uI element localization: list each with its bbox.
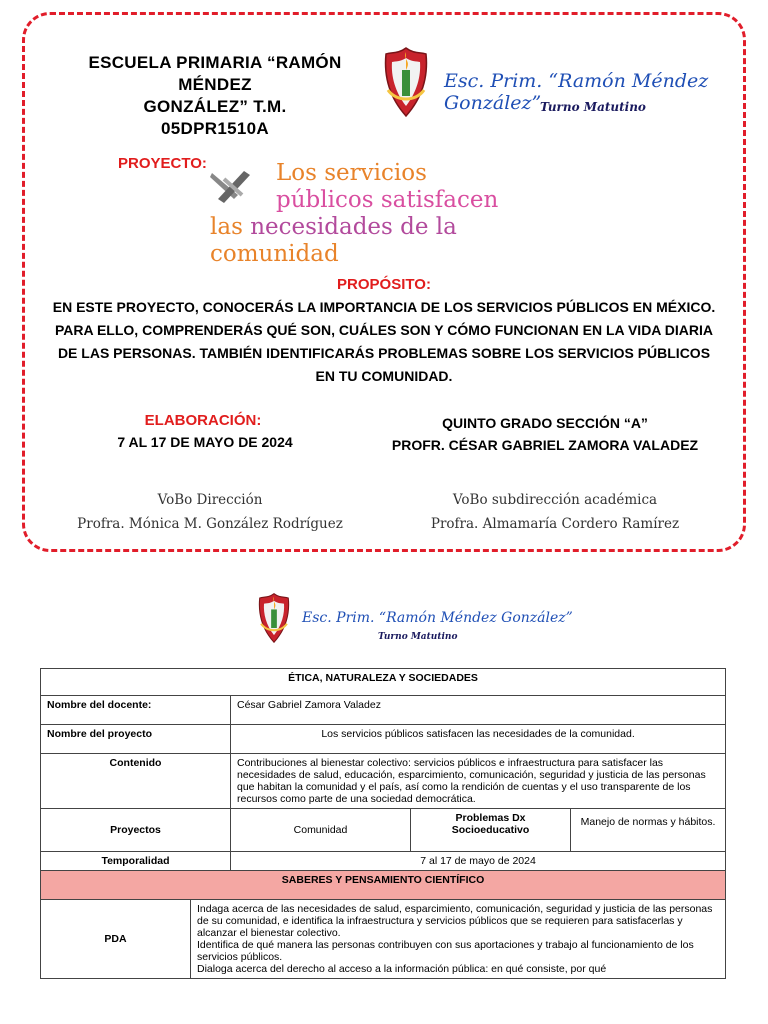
proposito-text: EN ESTE PROYECTO, CONOCERÁS LA IMPORTANCIA DE LOS SERVICIOS PÚBLICOS EN MÉXICO. PARA ELLO, COMPRENDERÁS QUÉ SON, CUÁLES SON Y CÓMO FUNCIONAN EN LA VIDA DIARIA DE LAS PERSONAS. TAMBIÉN IDENTIFICARÁS PROBLEMAS SOBRE LOS SERVICIOS PÚBLICOS EN TU COMUNIDAD.	[52, 299, 716, 384]
school-code: 05DPR1510A	[161, 119, 269, 138]
docente-label: Nombre del docente:	[41, 696, 231, 725]
table-row	[41, 900, 726, 979]
vobo-subdireccion-name: Profra. Almamaría Cordero Ramírez	[430, 516, 680, 532]
logo-script-text-2: Esc. Prim. “Ramón Méndez González”	[302, 610, 573, 626]
table-row	[41, 871, 726, 900]
temporalidad-label: Temporalidad	[41, 852, 231, 871]
proyectos-value: Comunidad	[231, 809, 411, 852]
docente-value: César Gabriel Zamora Valadez	[231, 696, 726, 725]
elaboracion-date: 7 AL 17 DE MAYO DE 2024	[117, 434, 293, 450]
logo-script-text: Esc. Prim. “Ramón Méndez González”	[444, 70, 709, 114]
proposito-label: PROPÓSITO:	[337, 276, 431, 293]
saberes-header: SABERES Y PENSAMIENTO CIENTÍFICO	[41, 871, 726, 900]
title-line-2b: satisfacen	[380, 187, 499, 213]
title-line-2a: públicos	[276, 187, 381, 213]
contenido-value: Contribuciones al bienestar colectivo: servicios públicos e infraestructura para satisfacer las necesidades de salud, educación, esparcimiento, comunicación, seguridad y justicia de las personas que habitan la comunidad y el país, así como la rendición de cuentas y el uso transparente de los recursos como parte de una sociedad democrática.	[231, 754, 726, 809]
table-row	[41, 754, 726, 809]
title-line-1: Los servicios	[276, 160, 427, 186]
problemas-value: Manejo de normas y hábitos.	[571, 809, 726, 852]
logo-turno-text: Turno Matutino	[540, 100, 646, 114]
school-line-1: ESCUELA PRIMARIA “RAMÓN MÉNDEZ	[88, 53, 342, 94]
proyectos-label: Proyectos	[41, 809, 231, 852]
vobo-direccion	[50, 488, 370, 536]
table-header: ÉTICA, NATURALEZA Y SOCIEDADES	[41, 669, 726, 696]
proyecto-label: PROYECTO:	[118, 155, 207, 172]
temporalidad-value: 7 al 17 de mayo de 2024	[231, 852, 726, 871]
title-line-3a: las	[210, 214, 251, 240]
table-row	[41, 696, 726, 725]
grade-line: QUINTO GRADO SECCIÓN “A”	[442, 415, 648, 431]
problemas-label: Problemas Dx Socioeducativo	[411, 809, 571, 852]
proyecto-label-cell: Nombre del proyecto	[41, 725, 231, 754]
pda-value: Indaga acerca de las necesidades de salud, esparcimiento, comunicación, seguridad y justicia de las personas de su comunidad, e identifica la infraestructura y servicios públicos que se requieren para satisfacerlas y alcanzar el bienestar colectivo. Identifica de qué manera las personas contribuyen con sus aportaciones y trabajo al funcionamiento de los servicios públicos. Dialoga acerca del derecho al acceso a la información pública: en qué consiste, por qué	[191, 900, 726, 979]
title-line-3b: necesidades de la	[250, 214, 457, 240]
title-line-4: comunidad	[210, 241, 339, 267]
elaboracion-label: ELABORACIÓN:	[144, 412, 262, 429]
project-title	[210, 160, 630, 268]
table-row	[41, 725, 726, 754]
planning-table	[40, 668, 726, 979]
school-name	[50, 52, 380, 140]
vobo-subdireccion-title: VoBo subdirección académica	[452, 492, 658, 508]
teacher-line: PROFR. CÉSAR GABRIEL ZAMORA VALADEZ	[391, 437, 699, 453]
grade-block	[390, 412, 700, 456]
pda-label: PDA	[41, 900, 191, 979]
logo-turno-text-2: Turno Matutino	[378, 632, 458, 642]
table-row	[41, 809, 726, 852]
contenido-label: Contenido	[41, 754, 231, 809]
school-shield-icon	[254, 592, 294, 644]
table-row	[41, 852, 726, 871]
school-line-2: GONZÁLEZ” T.M.	[143, 97, 287, 116]
proyecto-value: Los servicios públicos satisfacen las necesidades de la comunidad.	[231, 725, 726, 754]
school-shield-icon	[378, 46, 434, 118]
table-row	[41, 669, 726, 696]
vobo-direccion-name: Profra. Mónica M. González Rodríguez	[77, 516, 343, 532]
vobo-direccion-title: VoBo Dirección	[157, 492, 263, 508]
vobo-subdireccion	[400, 488, 710, 536]
